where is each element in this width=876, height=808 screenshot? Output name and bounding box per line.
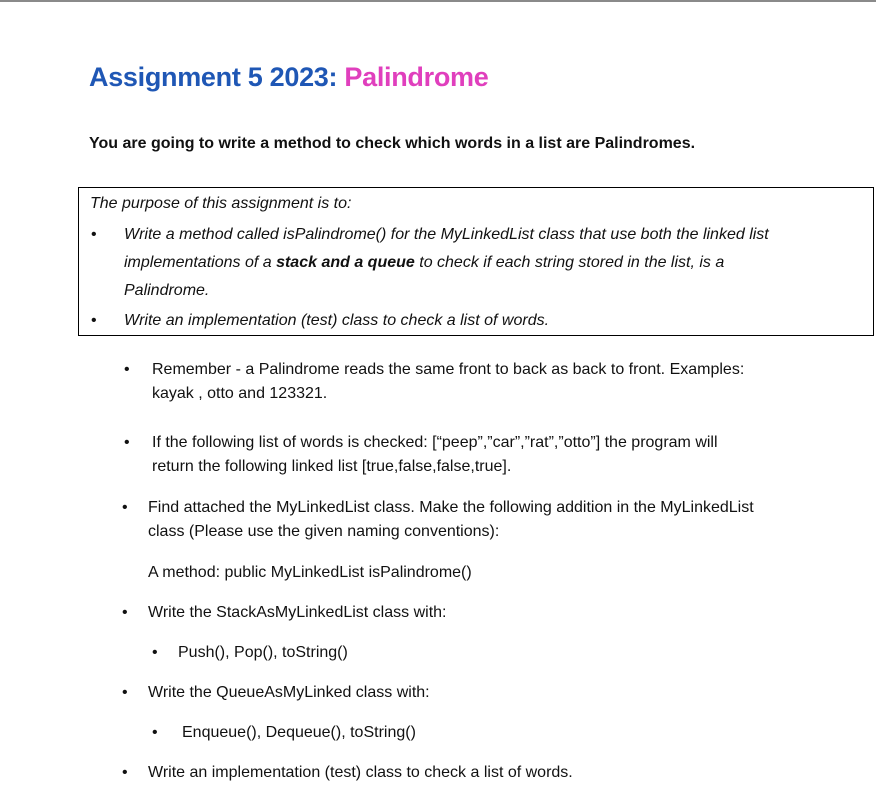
- test-line: Write an implementation (test) class to check a list of words.: [148, 764, 573, 781]
- list-item-find: [122, 496, 754, 544]
- small-bullet-dot: •: [152, 644, 158, 661]
- title-accent: Palindrome: [344, 62, 489, 92]
- list-item-queue: [122, 681, 430, 705]
- bullet-dot: •: [122, 684, 128, 701]
- stack-methods: Push(), Pop(), toString(): [178, 644, 348, 661]
- remember-line1: Remember - a Palindrome reads the same front to back as back to front. Examples:: [152, 361, 745, 378]
- purpose-bullet-test-text: Write an implementation (test) class to check a list of words.: [124, 312, 550, 329]
- queue-methods: Enqueue(), Dequeue(), toString(): [182, 724, 416, 741]
- purpose-bullet-method-line3: Palindrome.: [124, 282, 210, 299]
- purpose-bullet-method: [91, 221, 872, 305]
- purpose-bullet-method-line1: Write a method called isPalindrome() for the MyLinkedList class that use both the linked list: [124, 226, 769, 243]
- purpose-heading: The purpose of this assignment is to:: [90, 195, 352, 212]
- queue-line: Write the QueueAsMyLinked class with:: [148, 684, 430, 701]
- bullet-dot: •: [91, 312, 97, 329]
- purpose-box: [78, 187, 874, 336]
- page-top-border: [0, 0, 876, 2]
- sub-item-queue-methods: [152, 721, 416, 745]
- line2-text-end: to check if each string stored in the list, is a: [414, 254, 725, 271]
- checked-line1: If the following list of words is checked: [“peep”,”car”,”rat”,”otto”] the program will: [152, 434, 718, 451]
- list-item-remember: [124, 358, 745, 406]
- find-line1: Find attached the MyLinkedList class. Make the following addition in the MyLinkedList: [148, 499, 754, 516]
- bullet-dot: •: [124, 434, 130, 451]
- purpose-bullet-method-line2: [124, 249, 872, 277]
- remember-line2: kayak , otto and 123321.: [152, 385, 328, 402]
- title-main: Assignment 5 2023:: [89, 62, 338, 92]
- bullet-dot: •: [122, 764, 128, 781]
- bullet-dot: •: [124, 361, 130, 378]
- assignment-title: [89, 62, 488, 93]
- line2-text: implementations of a: [124, 254, 277, 271]
- stack-line: Write the StackAsMyLinkedList class with:: [148, 604, 447, 621]
- sub-item-stack-methods: [152, 641, 348, 665]
- intro-sentence: You are going to write a method to check which words in a list are Palindromes.: [89, 135, 696, 152]
- method-signature-line: A method: public MyLinkedList isPalindrome(): [148, 564, 472, 581]
- list-item-test: [122, 761, 573, 785]
- bullet-dot: •: [122, 604, 128, 621]
- list-item-stack: [122, 601, 447, 625]
- small-bullet-dot: •: [152, 724, 158, 741]
- bullet-dot: •: [91, 226, 97, 243]
- bullet-dot: •: [122, 499, 128, 516]
- line2-bold-text: stack and a queue: [276, 254, 415, 271]
- purpose-bullet-test: [91, 307, 550, 335]
- find-line2: class (Please use the given naming conventions):: [148, 523, 500, 540]
- list-item-checked: [124, 431, 718, 479]
- checked-line2: return the following linked list [true,false,false,true].: [152, 458, 512, 475]
